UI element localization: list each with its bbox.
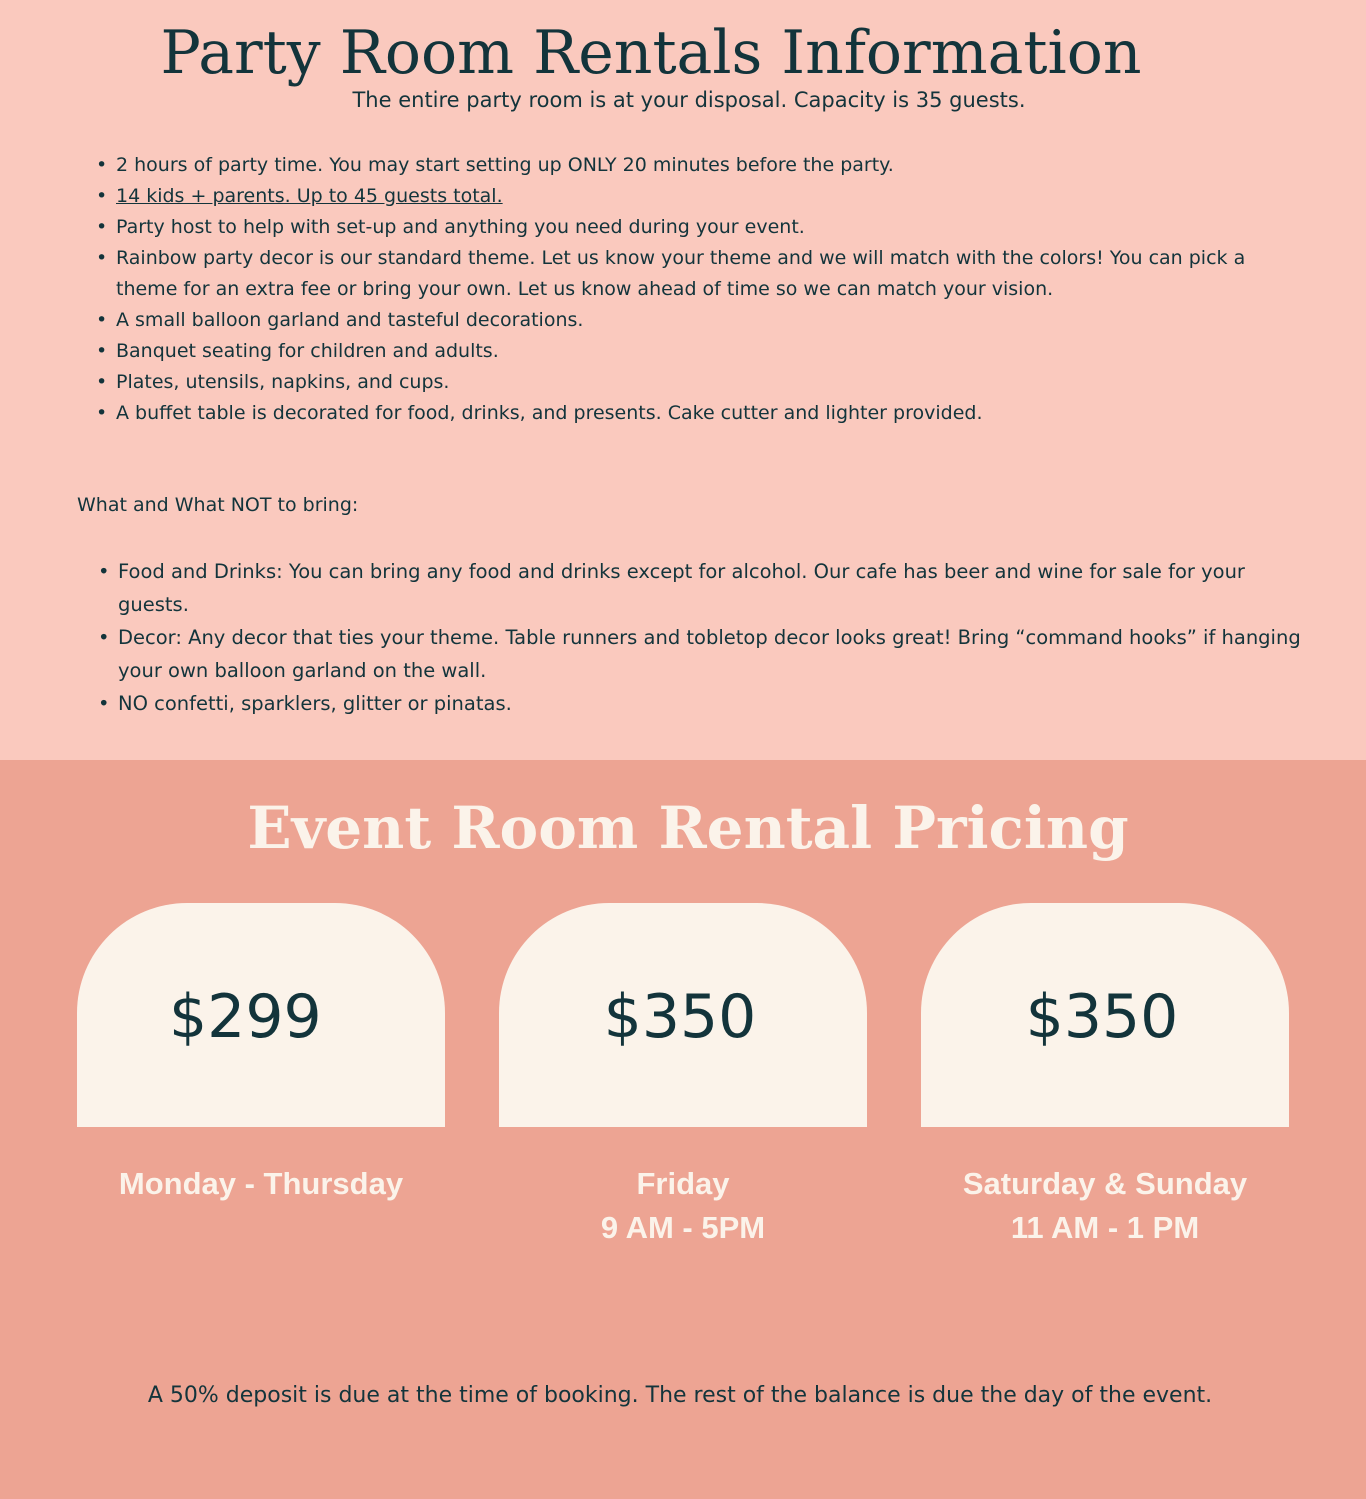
list-item: • NO confetti, sparklers, glitter or pinatas. — [98, 687, 1313, 720]
bring-items-list — [98, 555, 1313, 720]
price-card-friday — [499, 903, 867, 1127]
list-item: • 2 hours of party time. You may start setting up ONLY 20 minutes before the party. — [96, 150, 1306, 181]
day-name: Friday — [636, 1166, 730, 1201]
list-item: • Party host to help with set-up and anything you need during your event. — [96, 212, 1306, 243]
price-card-weekday — [77, 903, 445, 1127]
included-items-list — [96, 150, 1306, 429]
price-value: $299 — [169, 982, 322, 1052]
list-item: • A small balloon garland and tasteful decorations. — [96, 305, 1306, 336]
list-item: • Decor: Any decor that ties your theme. Table runners and tobletop decor looks great! Bring “command hooks” if hanging your own balloon garland on the wall. — [98, 621, 1313, 687]
price-card-weekend — [921, 903, 1289, 1127]
price-value: $350 — [1025, 982, 1179, 1052]
day-name: Saturday & Sunday — [962, 1166, 1248, 1201]
day-name: Monday - Thursday — [118, 1166, 404, 1201]
day-hours: 11 AM - 1 PM — [1010, 1210, 1200, 1245]
list-item: • Plates, utensils, napkins, and cups. — [96, 367, 1306, 398]
day-label-weekday — [77, 1162, 445, 1206]
list-item: • Food and Drinks: You can bring any food and drinks except for alcohol. Our cafe has beer and wine for sale for your guests. — [98, 555, 1313, 621]
day-hours: 9 AM - 5PM — [600, 1210, 766, 1245]
capacity-subtitle: The entire party room is at your disposal. Capacity is 35 guests. — [352, 88, 1026, 112]
pricing-title: Event Room Rental Pricing — [247, 794, 1129, 862]
price-value: $350 — [603, 982, 757, 1052]
list-item: • Rainbow party decor is our standard theme. Let us know your theme and we will match with the colors! You can pick a theme for an extra fee or bring your own. Let us know ahead of time so we can match your vision. — [96, 243, 1306, 305]
page-title: Party Room Rentals Information — [160, 18, 1142, 88]
deposit-note: A 50% deposit is due at the time of booking. The rest of the balance is due the day of the event. — [147, 1383, 1213, 1408]
bring-heading: What and What NOT to bring: — [77, 494, 359, 516]
list-item: • Banquet seating for children and adults. — [96, 336, 1306, 367]
day-label-friday — [499, 1162, 867, 1250]
day-label-weekend — [921, 1162, 1289, 1250]
list-item: • A buffet table is decorated for food, drinks, and presents. Cake cutter and lighter provided. — [96, 398, 1306, 429]
list-item: • 14 kids + parents. Up to 45 guests total. — [96, 181, 1306, 212]
